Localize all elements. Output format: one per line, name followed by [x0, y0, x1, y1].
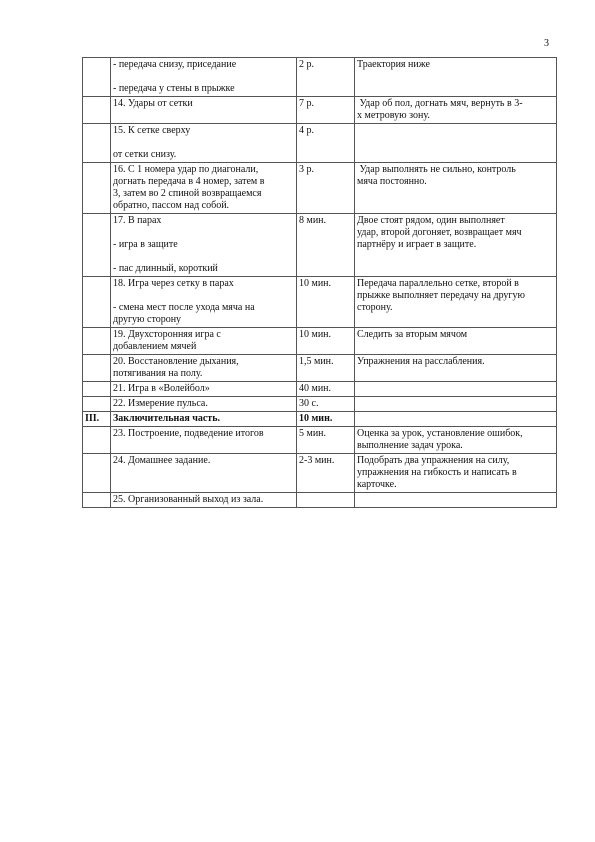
remarks-line: Удар об пол, догнать мяч, вернуть в 3-	[357, 98, 523, 109]
section-cell	[83, 277, 111, 328]
dosage-cell	[297, 382, 355, 397]
remarks-cell	[355, 412, 557, 427]
blank-line	[357, 494, 554, 506]
table-row	[83, 328, 557, 355]
exercise-line: от сетки снизу.	[113, 149, 177, 160]
remarks-cell	[355, 454, 557, 493]
remarks-cell	[355, 382, 557, 397]
remarks-line: Двое стоят рядом, один выполняет	[357, 215, 505, 226]
dosage-value: 2-3 мин.	[299, 455, 335, 466]
remarks-cell	[355, 163, 557, 214]
table-row	[83, 58, 557, 97]
exercise-cell	[111, 214, 297, 277]
dosage-value: 10 мин.	[299, 278, 332, 289]
remarks-cell	[355, 58, 557, 97]
table-row	[83, 412, 557, 427]
blank-line	[113, 227, 294, 239]
dosage-cell	[297, 214, 355, 277]
exercise-cell	[111, 397, 297, 412]
exercise-line: 23. Построение, подведение итогов	[113, 428, 264, 439]
exercise-line: другую сторону	[113, 314, 182, 325]
remarks-cell	[355, 277, 557, 328]
remarks-line: Упражнения на расслабления.	[357, 356, 485, 367]
dosage-cell	[297, 397, 355, 412]
page-number: 3	[544, 38, 549, 49]
remarks-line: Траектория ниже	[357, 59, 430, 70]
dosage-value: 3 р.	[299, 164, 314, 175]
table-row	[83, 427, 557, 454]
blank-line	[113, 137, 294, 149]
table-row	[83, 454, 557, 493]
remarks-line: прыжке выполняет передачу на другую	[357, 290, 526, 301]
table-row	[83, 382, 557, 397]
remarks-line: Передача параллельно сетке, второй в	[357, 278, 519, 289]
exercise-cell	[111, 454, 297, 493]
blank-line	[357, 398, 554, 410]
exercise-cell	[111, 277, 297, 328]
remarks-cell	[355, 427, 557, 454]
section-cell	[83, 163, 111, 214]
exercise-line: догнать передача в 4 номер, затем в	[113, 176, 265, 187]
dosage-cell	[297, 124, 355, 163]
section-cell	[83, 214, 111, 277]
dosage-cell	[297, 493, 355, 508]
exercise-cell	[111, 412, 297, 427]
exercise-line: 20. Восстановление дыхания,	[113, 356, 239, 367]
section-cell	[83, 397, 111, 412]
remarks-cell	[355, 97, 557, 124]
remarks-line: упражнения на гибкость и написать в	[357, 467, 517, 478]
table-row	[83, 163, 557, 214]
dosage-value: 5 мин.	[299, 428, 327, 439]
section-label: III.	[85, 413, 100, 424]
section-cell	[83, 58, 111, 97]
exercise-line: 18. Игра через сетку в парах	[113, 278, 234, 289]
section-cell	[83, 493, 111, 508]
remarks-line: удар, второй догоняет, возвращает мяч	[357, 227, 522, 238]
remarks-line: х метровую зону.	[357, 110, 430, 121]
dosage-value: 4 р.	[299, 125, 314, 136]
exercise-line: - смена мест после ухода мяча на	[113, 302, 255, 313]
exercise-cell	[111, 58, 297, 97]
remarks-cell	[355, 214, 557, 277]
section-cell	[83, 454, 111, 493]
section-cell	[83, 328, 111, 355]
remarks-line: выполнение задач урока.	[357, 440, 463, 451]
exercise-line: потягивания на полу.	[113, 368, 203, 379]
section-cell	[83, 355, 111, 382]
exercise-cell	[111, 382, 297, 397]
section-cell	[83, 124, 111, 163]
remarks-line: сторону.	[357, 302, 393, 313]
exercise-line: 16. С 1 номера удар по диагонали,	[113, 164, 259, 175]
dosage-value: 8 мин.	[299, 215, 327, 226]
table-row	[83, 124, 557, 163]
dosage-cell	[297, 328, 355, 355]
dosage-cell	[297, 412, 355, 427]
lesson-plan-table	[82, 57, 557, 508]
dosage-value: 40 мин.	[299, 383, 332, 394]
remarks-cell	[355, 355, 557, 382]
exercise-line: добавлением мячей	[113, 341, 197, 352]
remarks-cell	[355, 397, 557, 412]
remarks-line: Оценка за урок, установление ошибок,	[357, 428, 523, 439]
remarks-line: партнёру и играет в защите.	[357, 239, 477, 250]
remarks-cell	[355, 328, 557, 355]
exercise-cell	[111, 355, 297, 382]
exercise-line: 3, затем во 2 спиной возвращаемся	[113, 188, 262, 199]
exercise-cell	[111, 124, 297, 163]
exercise-line: 24. Домашнее задание.	[113, 455, 211, 466]
exercise-line: 25. Организованный выход из зала.	[113, 494, 264, 505]
dosage-value: 10 мин.	[299, 413, 333, 424]
remarks-cell	[355, 124, 557, 163]
exercise-line: 22. Измерение пульса.	[113, 398, 208, 409]
exercise-cell	[111, 328, 297, 355]
exercise-cell	[111, 493, 297, 508]
dosage-value: 1,5 мин.	[299, 356, 334, 367]
exercise-line: - передача снизу, приседание	[113, 59, 237, 70]
dosage-cell	[297, 277, 355, 328]
exercise-line: - передача у стены в прыжке	[113, 83, 235, 94]
dosage-cell	[297, 427, 355, 454]
section-cell	[83, 412, 111, 427]
table-row	[83, 97, 557, 124]
dosage-cell	[297, 163, 355, 214]
exercise-cell	[111, 97, 297, 124]
remarks-line: Следить за вторым мячом	[357, 329, 468, 340]
exercise-line: - пас длинный, короткий	[113, 263, 218, 274]
remarks-line: карточке.	[357, 479, 397, 490]
dosage-cell	[297, 58, 355, 97]
dosage-cell	[297, 97, 355, 124]
exercise-line: обратно, пассом над собой.	[113, 200, 230, 211]
table-row	[83, 493, 557, 508]
exercise-line: 15. К сетке сверху	[113, 125, 191, 136]
blank-line	[357, 383, 554, 395]
remarks-line: Удар выполнять не сильно, контроль	[357, 164, 516, 175]
exercise-line: Заключительная часть.	[113, 413, 221, 424]
table-row	[83, 277, 557, 328]
section-cell	[83, 427, 111, 454]
exercise-line: - игра в защите	[113, 239, 178, 250]
blank-line	[357, 413, 554, 425]
exercise-cell	[111, 427, 297, 454]
exercise-line: 21. Игра в «Волейбол»	[113, 383, 210, 394]
dosage-value: 30 с.	[299, 398, 319, 409]
table-row	[83, 397, 557, 412]
table-row	[83, 214, 557, 277]
table-row	[83, 355, 557, 382]
dosage-cell	[297, 355, 355, 382]
blank-line	[113, 290, 294, 302]
blank-line	[357, 125, 554, 137]
remarks-line: мяча постоянно.	[357, 176, 427, 187]
exercise-cell	[111, 163, 297, 214]
dosage-value: 10 мин.	[299, 329, 332, 340]
remarks-line: Подобрать два упражнения на силу,	[357, 455, 510, 466]
exercise-line: 14. Удары от сетки	[113, 98, 193, 109]
section-cell	[83, 97, 111, 124]
blank-line	[113, 251, 294, 263]
exercise-line: 19. Двухсторонняя игра с	[113, 329, 221, 340]
dosage-value: 7 р.	[299, 98, 314, 109]
dosage-value: 2 р.	[299, 59, 314, 70]
exercise-line: 17. В парах	[113, 215, 162, 226]
table-body	[83, 58, 557, 508]
section-cell	[83, 382, 111, 397]
remarks-cell	[355, 493, 557, 508]
blank-line	[113, 71, 294, 83]
dosage-cell	[297, 454, 355, 493]
